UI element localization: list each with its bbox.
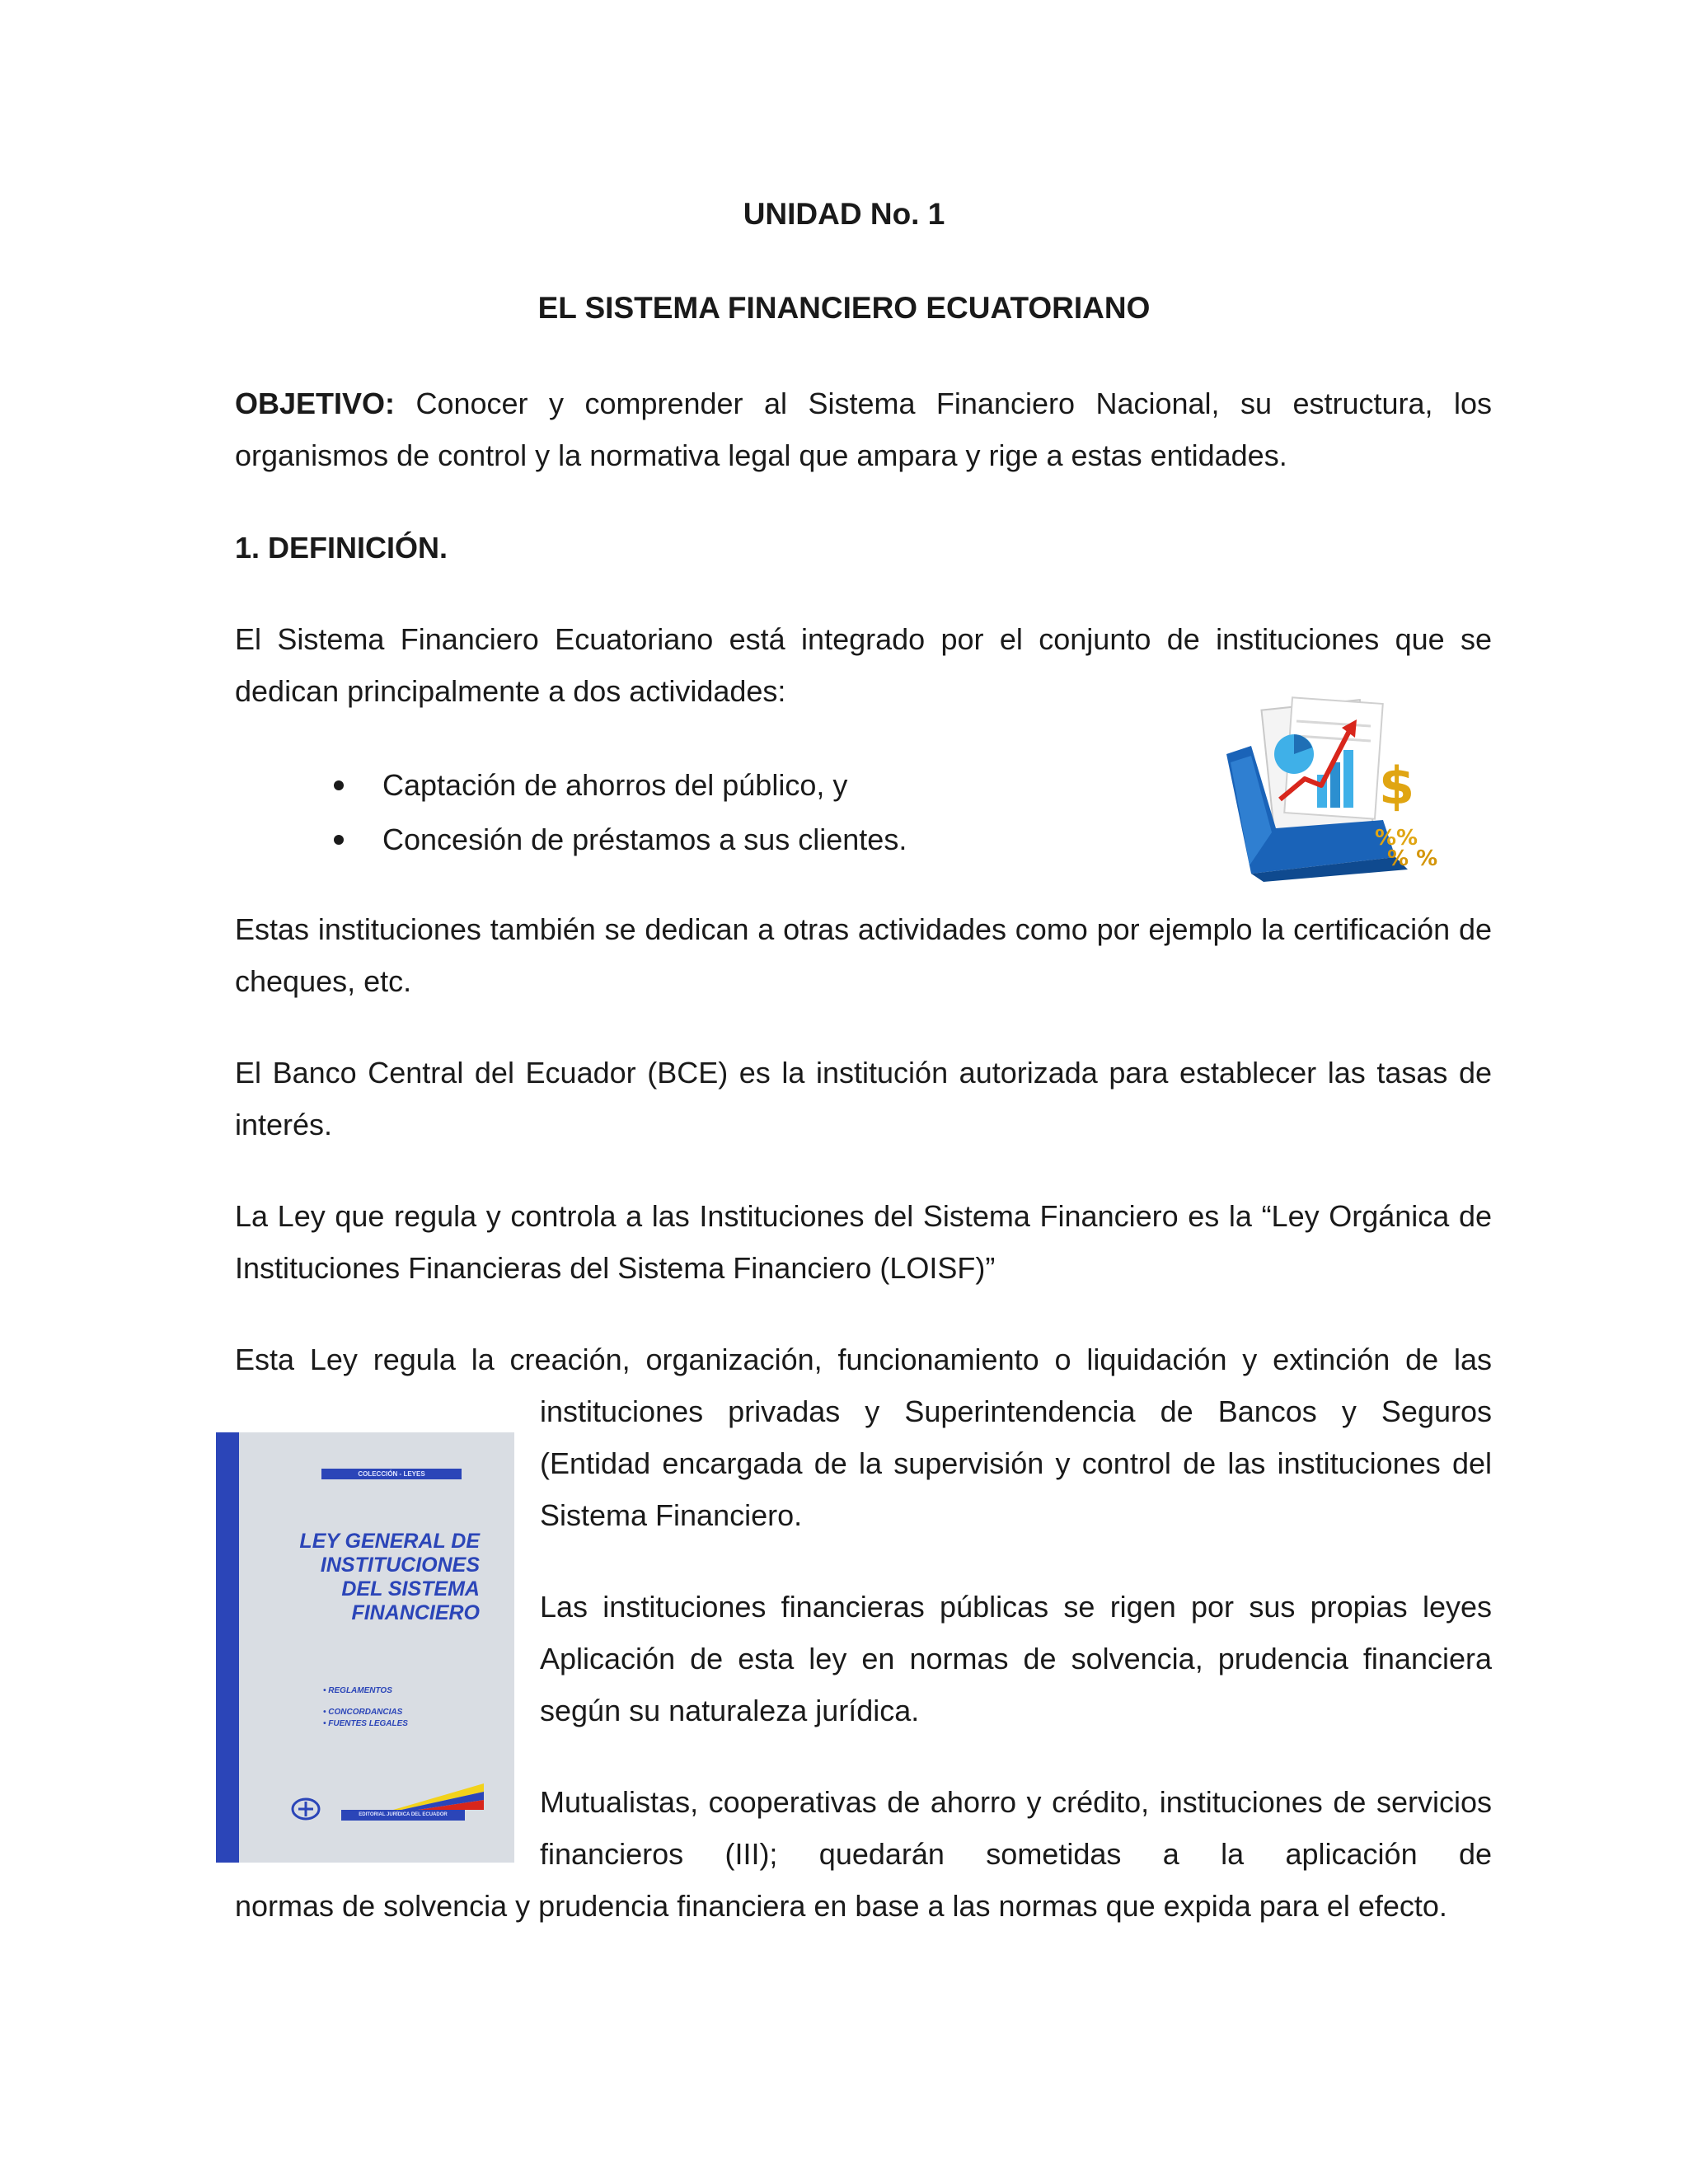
svg-text:% %: % %: [1387, 846, 1438, 871]
publisher-logo-icon: [290, 1797, 321, 1821]
book-publisher-label: EDITORIAL JURÍDICA DEL ECUADOR: [341, 1810, 465, 1821]
unit-title: UNIDAD No. 1: [743, 197, 945, 231]
regula-paragraph-first-line: Esta Ley regula la creación, organización, funcionamiento o liquidación y extinción de las: [235, 1343, 1492, 1376]
svg-text:%%: %%: [1375, 826, 1418, 851]
book-cover-image: [216, 1432, 514, 1863]
book-list-item: • CONCORDANCIAS: [323, 1708, 403, 1717]
list-item-text: Captación de ahorros del público, y: [382, 768, 848, 802]
bullet-icon: [334, 780, 344, 790]
book-title-line: INSTITUCIONES: [320, 1554, 480, 1577]
book-spine: [216, 1432, 239, 1863]
objective-paragraph: [235, 377, 1492, 481]
list-item: [330, 813, 907, 867]
list-item: [330, 758, 907, 813]
flag-stripes-icon: [393, 1783, 484, 1810]
finance-chart-illustration: [1218, 696, 1449, 882]
book-list-item: • REGLAMENTOS: [323, 1686, 392, 1695]
activities-list: [330, 758, 907, 867]
section-heading-definicion: 1. DEFINICIÓN.: [235, 531, 448, 565]
ley-paragraph: La Ley que regula y controla a las Instituciones del Sistema Financiero es la “Ley Orgánica de Instituciones Financieras del Sistema Financiero (LOISF)”: [235, 1199, 1492, 1285]
objective-text: Conocer y comprender al Sistema Financiero Nacional, su estructura, los organismos de control y la normativa legal que ampara y rige a estas entidades.: [235, 387, 1492, 472]
mutualistas-paragraph: Mutualistas, cooperativas de ahorro y crédito, instituciones de servicios financieros (III); quedarán sometidas a la aplicación de: [540, 1785, 1492, 1871]
regula-paragraph-continued: instituciones privadas y Superintendencia de Bancos y Seguros (Entidad encargada de la supervisión y control de las instituciones del Sistema Financiero.: [540, 1394, 1492, 1532]
main-title: EL SISTEMA FINANCIERO ECUATORIANO: [537, 291, 1151, 325]
book-title-line: FINANCIERO: [351, 1601, 480, 1624]
bullet-icon: [334, 835, 344, 845]
book-title: [274, 1530, 480, 1625]
book-list-item: • FUENTES LEGALES: [323, 1719, 408, 1728]
bce-paragraph: El Banco Central del Ecuador (BCE) es la institución autorizada para establecer las tasas de interés.: [235, 1056, 1492, 1141]
mutualistas-paragraph-last-line: normas de solvencia y prudencia financiera en base a las normas que expida para el efecto.: [235, 1889, 1447, 1923]
other-activities-paragraph: Estas instituciones también se dedican a otras actividades como por ejemplo la certificación de cheques, etc.: [235, 912, 1492, 998]
intro-paragraph: El Sistema Financiero Ecuatoriano está integrado por el conjunto de instituciones que se dedican principalmente a dos actividades:: [235, 622, 1492, 708]
list-item-text: Concesión de préstamos a sus clientes.: [382, 823, 907, 856]
book-title-line: LEY GENERAL DE: [299, 1530, 480, 1553]
publicas-paragraph: Las instituciones financieras públicas se rigen por sus propias leyes Aplicación de esta ley en normas de solvencia, prudencia financiera según su naturaleza jurídica.: [540, 1590, 1492, 1727]
objective-label: OBJETIVO:: [235, 387, 396, 420]
book-title-line: DEL SISTEMA: [341, 1577, 480, 1601]
book-series-label: COLECCIÓN - LEYES: [321, 1469, 462, 1479]
svg-text:$: $: [1379, 756, 1415, 816]
